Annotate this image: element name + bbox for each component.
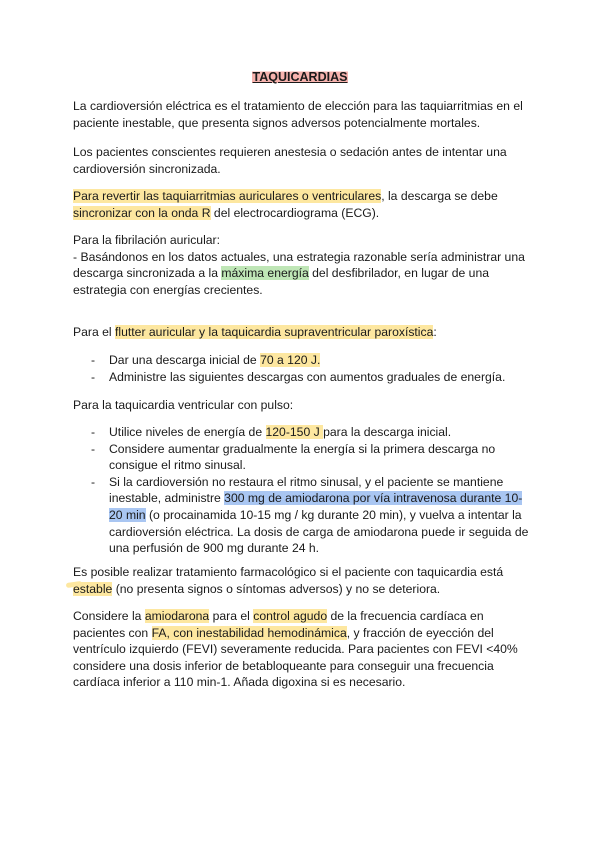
text-run: Utilice niveles de energía de: [109, 425, 266, 439]
paragraph-vt-pulse: [73, 397, 531, 414]
highlight-yellow: Para revertir las taquiarritmias auriculares o ventriculares: [73, 189, 382, 203]
text-run: Considere la: [73, 609, 145, 623]
paragraph-fibrillation: [73, 232, 531, 298]
text-run: de la frecuencia cardíaca en pacientes con: [73, 609, 484, 640]
text-run: :: [433, 325, 437, 339]
highlight-yellow: FA, con inestabilidad hemodinámica: [151, 625, 347, 640]
text-run: , y fracción de eyección del ventrículo izquierdo (FEVI) severamente reducida. Para pacientes con FEVI <40% considere una dosis inferior de betabloqueante para conseguir una frecuencia cardíaca inferior a 110 min-1. Añada digoxina si es necesario.: [73, 625, 518, 690]
paragraph-sync: [73, 188, 531, 221]
text-run: Si la cardioversión no restaura el ritmo sinusal, y el paciente se mantiene inestable, administre: [109, 474, 504, 506]
paragraph-text: Para la taquicardia ventricular con pulso:: [73, 398, 294, 412]
paragraph-text: [73, 324, 531, 341]
text-run: para la descarga inicial.: [323, 425, 452, 439]
text-run: Dar una descarga inicial de: [109, 353, 261, 367]
text-run: del electrocardiograma (ECG).: [210, 205, 380, 220]
highlight-yellow: sincronizar con la onda R: [73, 205, 211, 220]
highlight-yellow: control agudo: [253, 609, 328, 623]
paragraph-sedation: [73, 144, 531, 177]
highlight-yellow: flutter auricular y la taquicardia supraventricular paroxística: [115, 325, 434, 339]
paragraph-amiodarone: [73, 608, 531, 691]
highlight-yellow: 120-150 J: [265, 425, 324, 439]
paragraph-heading: Para la fibrilación auricular:: [73, 233, 220, 247]
text-run: Es posible realizar tratamiento farmacológico si el paciente con taquicardia está: [73, 565, 504, 579]
text-run: , la descarga se debe: [381, 189, 498, 203]
highlight-yellow: estable: [73, 581, 113, 596]
list-vt: [91, 424, 531, 557]
highlight-yellow: amiodarona: [144, 609, 210, 623]
list-item: [91, 424, 531, 441]
highlight-green: máxima energía: [221, 266, 309, 281]
paragraph-text: [73, 564, 531, 597]
list-item: - Considere aumentar gradualmente la energía si la primera descarga no consigue el ritmo sinusal.: [91, 441, 531, 474]
list-item: [91, 352, 531, 369]
text-run: para el: [209, 609, 254, 623]
paragraph-flutter: [73, 324, 531, 341]
highlight-yellow: 70 a 120 J.: [260, 353, 321, 367]
paragraph-text: La cardioversión eléctrica es el tratamiento de elección para las taquiarritmias en el paciente inestable, que presenta signos adversos potencialmente mortales.: [73, 99, 523, 130]
paragraph-text: [73, 249, 531, 299]
paragraph-text: [73, 188, 531, 221]
text-run: (o procainamida 10-15 mg / kg durante 20 min), y vuelva a intentar la cardioversión eléctrica. La dosis de carga de amiodarona puede ir seguida de una perfusión de 900 mg durante 24 h.: [109, 507, 529, 556]
title-text: TAQUICARDIAS: [252, 70, 348, 84]
paragraph-text: Los pacientes conscientes requieren anestesia o sedación antes de intentar una cardioversión sincronizada.: [73, 145, 507, 176]
text-run: Para el: [73, 325, 116, 339]
text-run: - Basándonos en los datos actuales, una estrategia razonable sería administrar una descarga sincronizada a la: [73, 249, 525, 281]
highlight-blue: 300 mg de amiodarona por vía intravenosa durante 10-20 min: [109, 491, 523, 522]
page-title: [0, 70, 600, 84]
paragraph-text: [73, 608, 531, 691]
paragraph-cardioversion: [73, 98, 531, 131]
text-run: (no presenta signos o síntomas adversos) y no se deteriora.: [112, 581, 441, 596]
paragraph-stable: [73, 564, 531, 597]
list-item: - Administre las siguientes descargas con aumentos graduales de energía.: [91, 369, 531, 386]
text-run: del desfibrilador, en lugar de una estrategia con energías crecientes.: [73, 266, 489, 297]
list-flutter: [91, 352, 531, 385]
list-item: [91, 474, 531, 557]
